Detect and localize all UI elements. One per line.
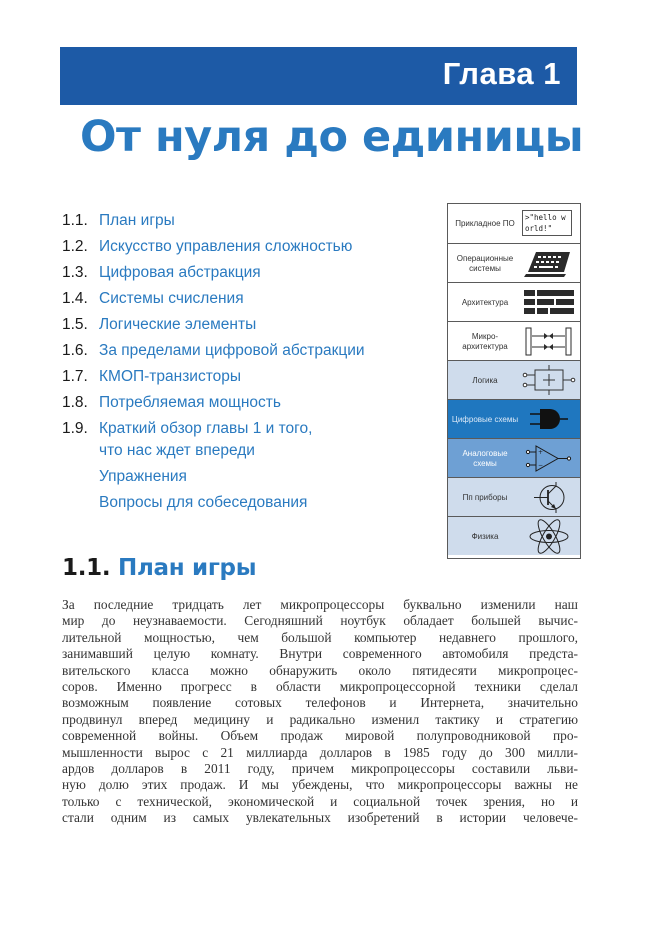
instruction-blocks-icon xyxy=(522,285,576,320)
abstraction-layer xyxy=(448,243,580,282)
abstraction-layer xyxy=(448,438,580,477)
toc-text: КМОП-транзисторы xyxy=(99,368,242,385)
toc-text: Потребляемая мощность xyxy=(99,394,281,411)
body-line: вительского класса можно обнаружить около пятидесяти микропроцес- xyxy=(62,662,578,678)
toc-item[interactable] xyxy=(62,364,442,390)
amplifier-icon xyxy=(522,441,576,476)
toc-number: 1.3. xyxy=(62,264,88,281)
toc-item[interactable] xyxy=(62,464,442,490)
toc-text: Краткий обзор главы 1 и того, xyxy=(99,420,313,437)
layer-label: Микро-архитектура xyxy=(462,331,508,351)
toc-number: 1.4. xyxy=(62,290,88,307)
table-of-contents xyxy=(62,208,442,516)
body-line: лительной мощностью, чем большой компьютер недавнего прошлого, xyxy=(62,629,578,645)
transistor-icon xyxy=(522,480,576,515)
abstraction-layer xyxy=(448,477,580,516)
abstraction-layer xyxy=(448,360,580,399)
toc-text: Логические элементы xyxy=(99,316,257,333)
toc-item[interactable] xyxy=(62,312,442,338)
svg-text:−: − xyxy=(538,462,544,469)
layer-label: Архитектура xyxy=(461,297,509,307)
chapter-title: От нуля до единицы xyxy=(80,112,584,162)
body-line: современной войны. Объем продаж мировой полупроводниковой про- xyxy=(62,728,578,744)
layer-label: Операционные системы xyxy=(456,253,514,273)
toc-number: 1.8. xyxy=(62,394,88,411)
body-line: только с технической, экономической и социальной точек зрения, но и xyxy=(62,793,578,809)
body-line: возможным появление сотовых телефонов и Интернета, значительно xyxy=(62,695,578,711)
body-line: мир до неузнаваемости. Сегодняшний ноутбук обладает большей вычис- xyxy=(62,613,578,629)
abstraction-stack-figure xyxy=(447,203,581,559)
abstraction-layer xyxy=(448,204,580,243)
datapath-icon xyxy=(522,324,576,359)
body-paragraph xyxy=(62,597,578,827)
abstraction-layer xyxy=(448,516,580,555)
body-line: ную долю этих продаж. И мы убеждены, что микропроцессоры важны не xyxy=(62,777,578,793)
toc-number: 1.2. xyxy=(62,238,88,255)
toc-item[interactable] xyxy=(62,490,442,516)
toc-item[interactable] xyxy=(62,286,442,312)
toc-text: Системы счисления xyxy=(99,290,244,307)
chapter-banner xyxy=(60,47,577,105)
toc-number: 1.5. xyxy=(62,316,88,333)
body-line: ардов долларов в 2011 году, причем микропроцессоры составили льви- xyxy=(62,761,578,777)
body-line: соров. Именно прогресс в области микропроцессорной техники сделал xyxy=(62,679,578,695)
chapter-label: Глава 1 xyxy=(442,56,561,91)
laptop-icon xyxy=(522,246,576,281)
toc-text: Вопросы для собеседования xyxy=(99,494,308,511)
section-heading xyxy=(62,555,256,581)
toc-item[interactable] xyxy=(62,260,442,286)
body-line: За последние тридцать лет микропроцессоры буквально изменили наш xyxy=(62,597,578,612)
toc-item[interactable] xyxy=(62,338,442,364)
toc-text: Упражнения xyxy=(99,468,187,485)
adder-icon xyxy=(522,363,576,398)
toc-text-continued: что нас ждет впереди xyxy=(99,442,255,459)
code-snippet-icon xyxy=(522,206,576,241)
body-line: занимавший целую комнату. Внутри современного автомобиля предста- xyxy=(62,646,578,662)
body-line: стали одним из самых увлекательных изобретений в истории человече- xyxy=(62,810,578,826)
toc-item[interactable] xyxy=(62,390,442,416)
layer-label: Пп приборы xyxy=(462,492,508,502)
toc-text: Цифровая абстракция xyxy=(99,264,261,281)
toc-number: 1.1. xyxy=(62,212,88,229)
toc-text: План игры xyxy=(99,212,175,229)
layer-label: Физика xyxy=(471,531,499,541)
layer-label: Цифровые схемы xyxy=(451,414,519,424)
svg-text:+: + xyxy=(538,449,544,456)
toc-item[interactable] xyxy=(62,416,442,464)
body-line: продвинул вперед медицину и радикально изменил тактику и стратегию xyxy=(62,711,578,727)
layer-label: Аналоговые схемы xyxy=(462,448,508,468)
abstraction-layer xyxy=(448,321,580,360)
toc-item[interactable] xyxy=(62,208,442,234)
toc-text: За пределами цифровой абстракции xyxy=(99,342,365,359)
toc-number: 1.6. xyxy=(62,342,88,359)
toc-text: Искусство управления сложностью xyxy=(99,238,353,255)
toc-item[interactable] xyxy=(62,234,442,260)
toc-number: 1.7. xyxy=(62,368,88,385)
section-title: План игры xyxy=(118,555,257,581)
layer-label: Логика xyxy=(472,375,498,385)
layer-label: Прикладное ПО xyxy=(455,218,515,228)
code-snippet-text: >"hello world!" xyxy=(522,210,572,236)
toc-number: 1.9. xyxy=(62,420,88,437)
atom-icon xyxy=(522,519,576,554)
section-number: 1.1. xyxy=(62,555,111,581)
body-line: мышленности вырос с 21 миллиарда долларов в 1985 году до 300 милли- xyxy=(62,744,578,760)
abstraction-layer xyxy=(448,282,580,321)
abstraction-layer xyxy=(448,399,580,438)
and-gate-icon xyxy=(522,402,576,437)
